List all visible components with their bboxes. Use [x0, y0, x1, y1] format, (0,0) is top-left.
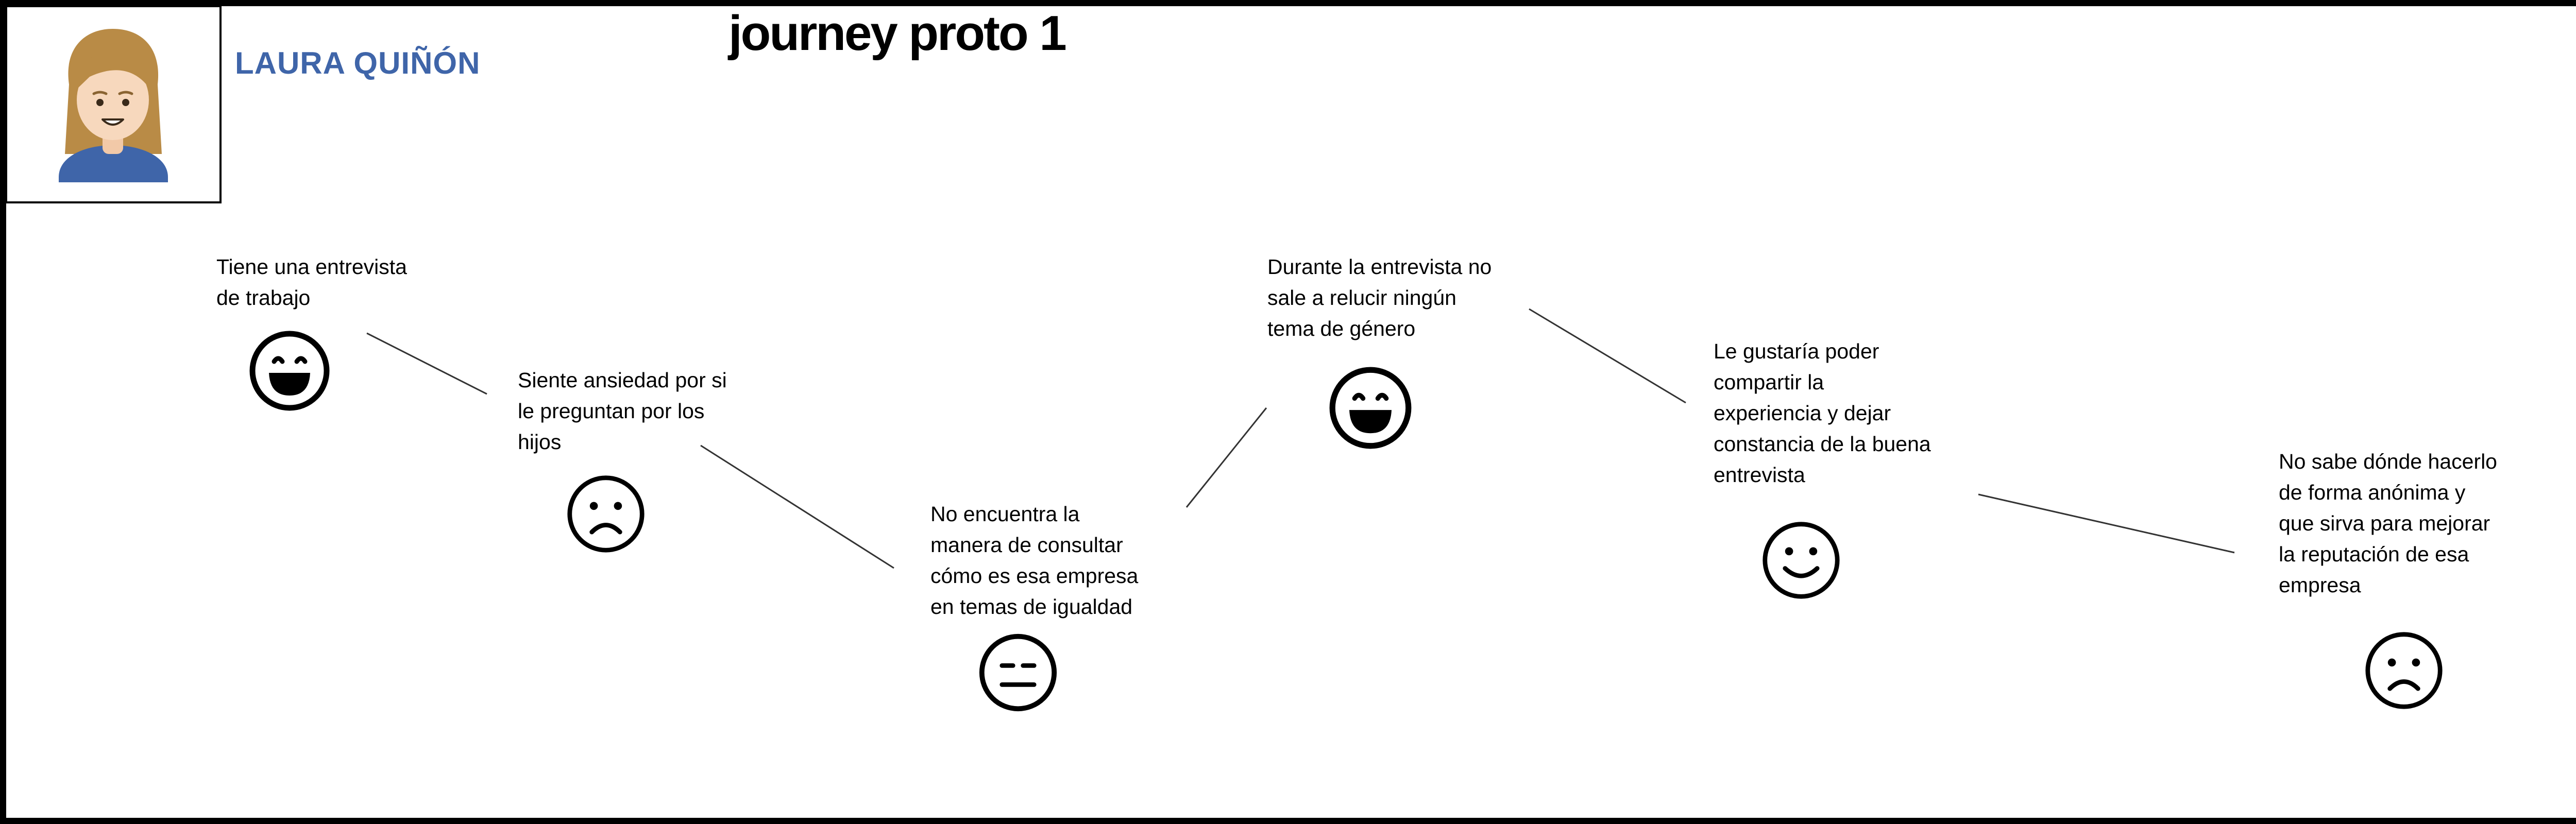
smiling-face-icon — [1761, 520, 1841, 600]
frowning-face-icon — [566, 474, 646, 554]
step-6-text: No sabe dónde hacerlo de forma anónima y que sirva para mejorar la reputación de esa empresa — [2279, 450, 2497, 597]
step-3-text: No encuentra la manera de consultar cómo es esa empresa en temas de igualdad — [930, 502, 1139, 619]
step-5-text: Le gustaría poder compartir la experiencia y dejar constancia de la buena entrevista — [1714, 339, 1931, 487]
frowning-face-icon — [2364, 630, 2444, 711]
page-title: journey proto 1 — [728, 6, 1065, 61]
connector-line — [1978, 494, 2234, 553]
step-4-text: Durante la entrevista no sale a relucir ningún tema de género — [1267, 255, 1492, 340]
expressionless-face-icon — [978, 632, 1058, 713]
connector-line — [1187, 408, 1266, 507]
grinning-face-icon — [248, 330, 331, 412]
step-2-text: Siente ansiedad por si le preguntan por los hijos — [518, 368, 727, 454]
connector-line — [367, 333, 487, 394]
connector-line — [701, 445, 894, 568]
persona-name: LAURA QUIÑÓN — [235, 46, 481, 80]
connector-line — [1529, 309, 1686, 403]
step-1-text: Tiene una entrevista de trabajo — [216, 255, 407, 310]
grinning-face-icon — [1328, 366, 1413, 450]
